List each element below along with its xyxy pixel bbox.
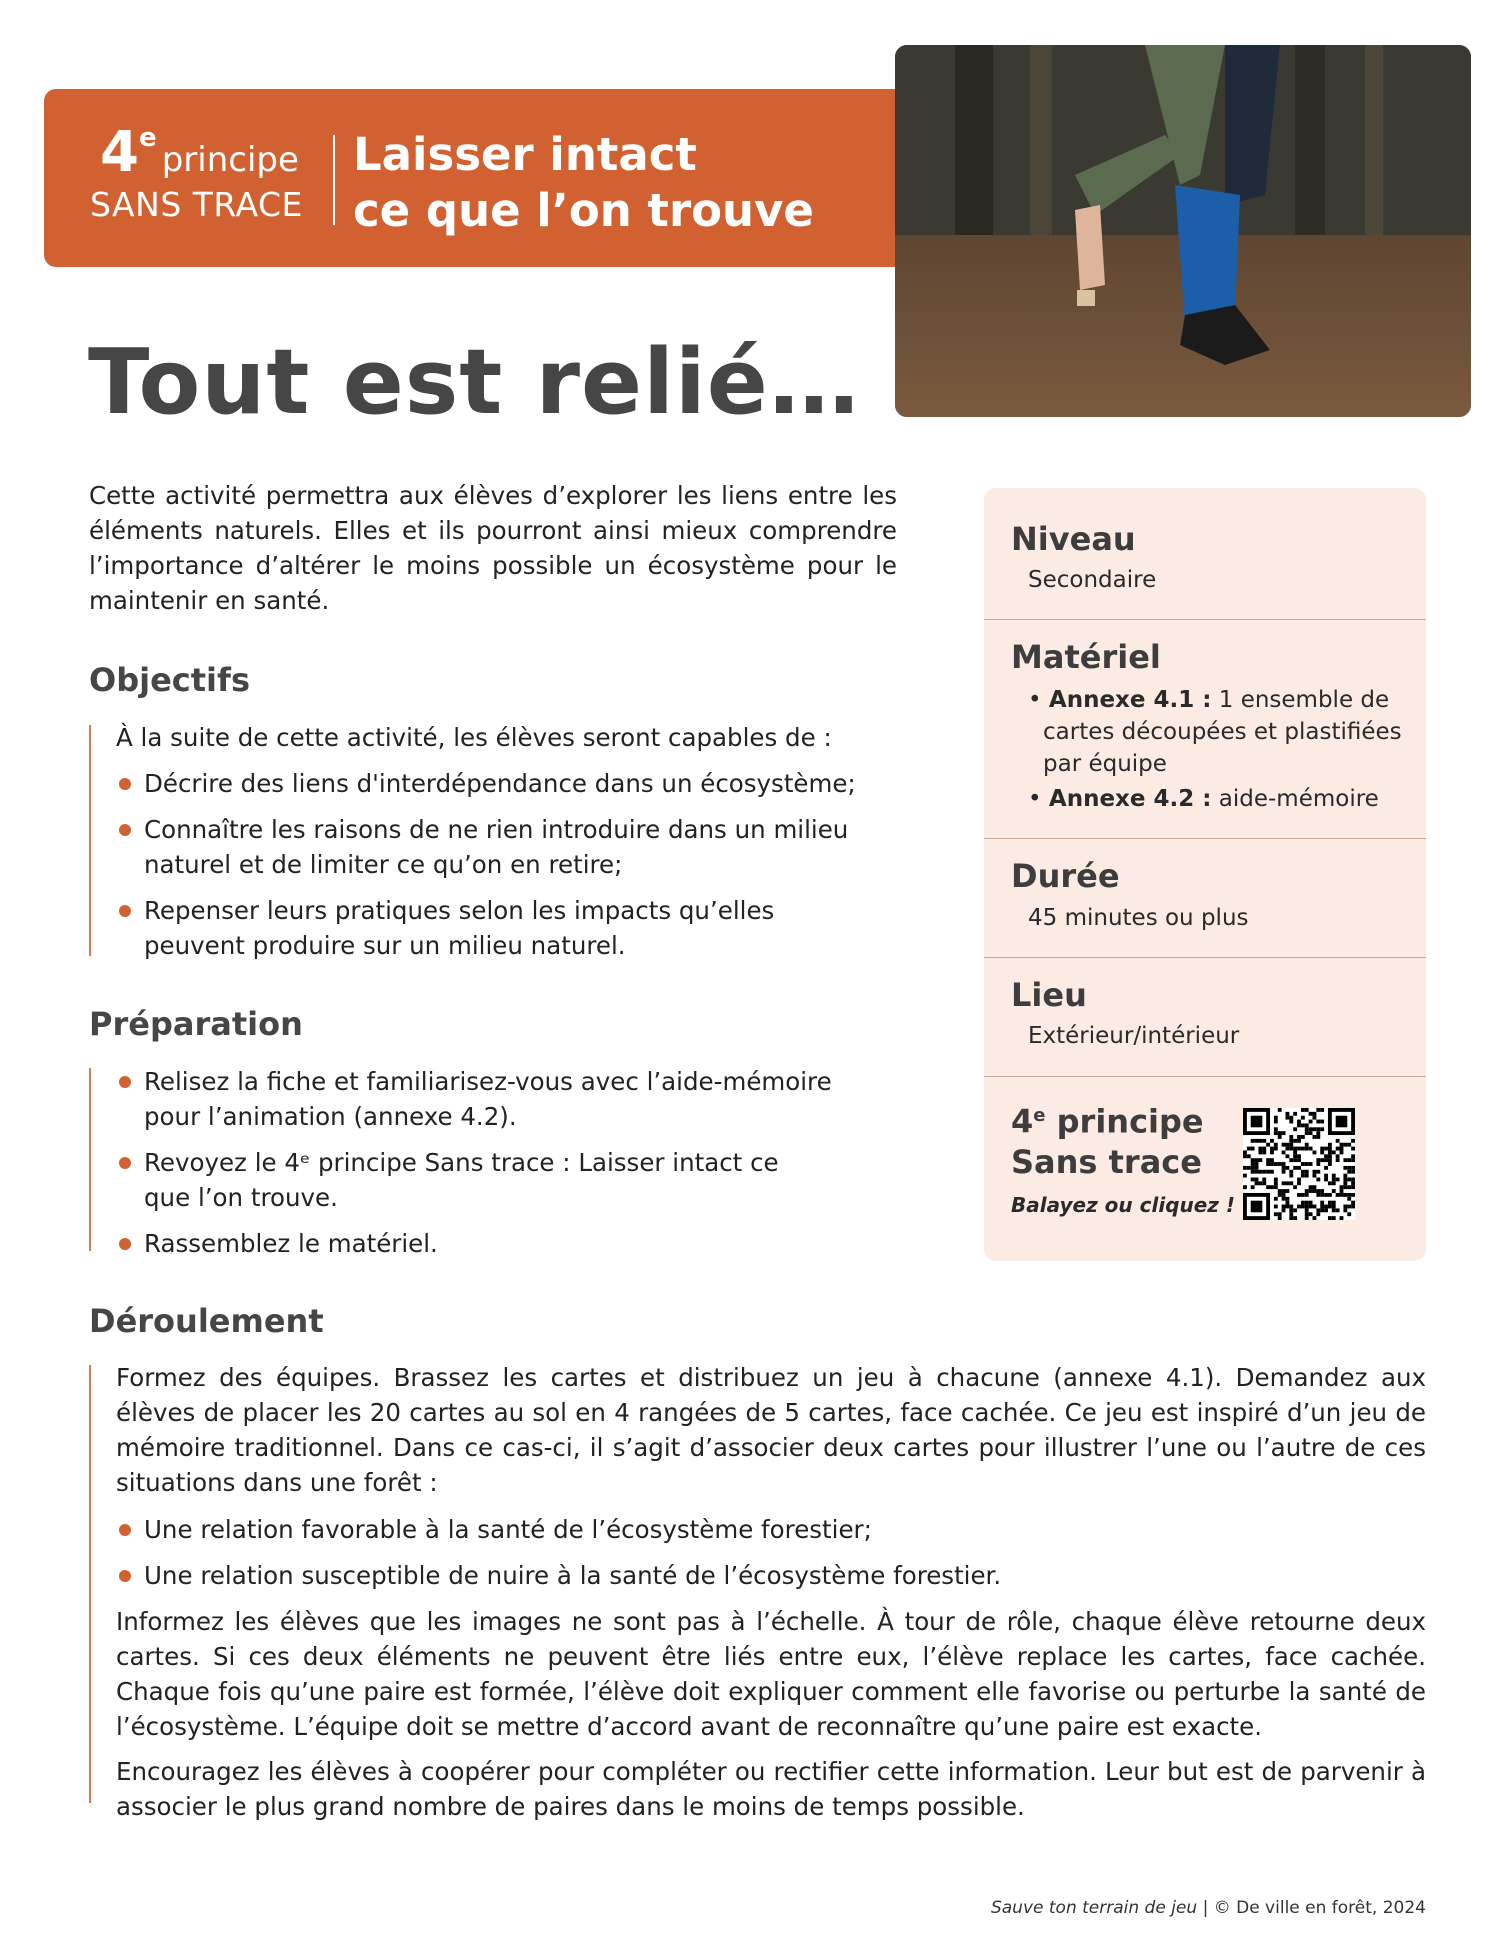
materiel-label: Matériel bbox=[1011, 638, 1161, 676]
materiel-item-line: • Annexe 4.2 : aide-mémoire bbox=[1028, 786, 1379, 812]
principle-banner bbox=[44, 89, 904, 267]
objectifs-item bbox=[144, 893, 844, 963]
materiel-item-text: aide-mémoire bbox=[1218, 786, 1379, 812]
page-title: Tout est relié… bbox=[88, 330, 860, 435]
principle-sub: SANS TRACE bbox=[90, 185, 303, 224]
duree-value: 45 minutes ou plus bbox=[1028, 905, 1249, 931]
principle-sup: e bbox=[138, 123, 157, 153]
bullet-dot bbox=[119, 1076, 131, 1088]
preparation-item bbox=[144, 1064, 854, 1134]
materiel-item-line: cartes découpées et plastifiées bbox=[1043, 719, 1402, 745]
page-footer bbox=[991, 1898, 1426, 1918]
preparation-item bbox=[144, 1226, 744, 1261]
materiel-item-ref: Annexe 4.1 : bbox=[1048, 687, 1212, 713]
principle-link-title[interactable] bbox=[1011, 1096, 1204, 1182]
panel-separator bbox=[984, 619, 1426, 620]
lieu-label: Lieu bbox=[1011, 976, 1087, 1014]
qr-code-graphic bbox=[1243, 1108, 1355, 1220]
qr-code-icon[interactable] bbox=[1243, 1108, 1355, 1220]
preparation-item-text: Revoyez le 4ᵉ principe Sans trace : Laisser intact ce que l’on trouve. bbox=[144, 1148, 779, 1212]
principle-number: 4 bbox=[100, 120, 139, 185]
bullet-dot bbox=[119, 1238, 131, 1250]
deroulement-item-text: Une relation favorable à la santé de l’écosystème forestier; bbox=[144, 1515, 872, 1544]
niveau-value: Secondaire bbox=[1028, 567, 1157, 593]
duree-label: Durée bbox=[1011, 857, 1120, 895]
deroulement-item bbox=[144, 1512, 1344, 1547]
principle-link-line1 bbox=[1011, 1096, 1204, 1142]
deroulement-paragraph-1: Formez des équipes. Brassez les cartes et distribuez un jeu à chacune (annexe 4.1). Demandez aux élèves de placer les 20 cartes au sol en 4 rangées de 5 cartes, face cachée. Ce jeu est inspiré d’un jeu de mémoire traditionnel. Dans ce cas-ci, il s’agit d’associer deux cartes pour illustrer l’une ou l’autre de ces situations dans une forêt : bbox=[116, 1363, 1426, 1497]
deroulement-rule bbox=[89, 1365, 91, 1803]
footer-separator: | bbox=[1202, 1898, 1209, 1918]
bullet-dot bbox=[119, 905, 131, 917]
objectifs-rule bbox=[89, 725, 91, 956]
hiker-photo-illustration bbox=[895, 45, 1471, 417]
principle-link-sup: e bbox=[1033, 1105, 1046, 1126]
objectifs-item-text: Connaître les raisons de ne rien introduire dans un milieu naturel et de limiter ce qu’on en retire; bbox=[144, 815, 849, 879]
materiel-item-ref: Annexe 4.2 : bbox=[1048, 786, 1212, 812]
preparation-rule bbox=[89, 1068, 91, 1251]
preparation-item-text: Rassemblez le matériel. bbox=[144, 1229, 438, 1258]
lieu-value: Extérieur/intérieur bbox=[1028, 1023, 1240, 1049]
bullet-dot bbox=[119, 1524, 131, 1536]
banner-title bbox=[353, 127, 883, 239]
materiel-item bbox=[1028, 684, 1402, 780]
objectifs-item bbox=[144, 766, 864, 801]
banner-divider bbox=[333, 135, 335, 225]
footer-source: Sauve ton terrain de jeu bbox=[990, 1898, 1198, 1918]
materiel-item bbox=[1028, 783, 1379, 815]
principle-word: principe bbox=[161, 140, 299, 180]
panel-separator bbox=[984, 1076, 1426, 1077]
preparation-heading: Préparation bbox=[89, 1005, 303, 1043]
bullet-dot bbox=[119, 824, 131, 836]
principle-link-line2: Sans trace bbox=[1011, 1142, 1202, 1181]
objectifs-item-text: Repenser leurs pratiques selon les impacts qu’elles peuvent produire sur un milieu naturel. bbox=[144, 896, 775, 960]
footer-copyright: © De ville en forêt, 2024 bbox=[1213, 1898, 1426, 1918]
niveau-label: Niveau bbox=[1011, 520, 1136, 558]
principle-link-num: 4 bbox=[1011, 1102, 1034, 1141]
objectifs-item bbox=[144, 812, 874, 882]
objectifs-lead: À la suite de cette activité, les élèves seront capables de : bbox=[116, 723, 832, 752]
bullet-dot bbox=[119, 1570, 131, 1582]
principle-link-word: principe bbox=[1056, 1102, 1204, 1141]
preparation-item-text: Relisez la fiche et familiarisez-vous avec l’aide-mémoire pour l’animation (annexe 4.2). bbox=[144, 1067, 832, 1131]
deroulement-heading: Déroulement bbox=[89, 1302, 324, 1340]
scan-instruction: Balayez ou cliquez ! bbox=[1011, 1193, 1236, 1217]
hiker-photo bbox=[895, 45, 1471, 417]
materiel-item-line: par équipe bbox=[1043, 751, 1167, 777]
preparation-item bbox=[144, 1145, 784, 1215]
deroulement-paragraph-2: Informez les élèves que les images ne sont pas à l’échelle. À tour de rôle, chaque élève retourne deux cartes. Si ces deux éléments ne peuvent être liés entre eux, l’élève replace les cartes, face cachée. Chaque fois qu’une paire est formée, l’élève doit expliquer comment elle favorise ou perturbe la santé de l’écosystème. L’équipe doit se mettre d’accord avant de reconnaître qu’une paire est exacte. bbox=[116, 1607, 1426, 1741]
objectifs-heading: Objectifs bbox=[89, 661, 250, 699]
panel-separator bbox=[984, 838, 1426, 839]
deroulement-item-text: Une relation susceptible de nuire à la santé de l’écosystème forestier. bbox=[144, 1561, 1002, 1590]
materiel-item-line: • Annexe 4.1 : 1 ensemble de bbox=[1028, 687, 1390, 713]
intro-paragraph: Cette activité permettra aux élèves d’explorer les liens entre les éléments naturels. Elles et ils pourront ainsi mieux comprendre l’importance d’altérer le moins possible un écosystème pour le maintenir en santé. bbox=[89, 481, 897, 615]
bullet-dot bbox=[119, 778, 131, 790]
banner-title-line1: Laisser intact bbox=[353, 128, 697, 181]
deroulement-paragraph-3: Encouragez les élèves à coopérer pour compléter ou rectifier cette information. Leur but est de parvenir à associer le plus grand nombre de paires dans le moins de temps possible. bbox=[116, 1757, 1426, 1821]
banner-title-line2: ce que l’on trouve bbox=[353, 184, 814, 237]
principle-number-block bbox=[90, 120, 330, 224]
activity-info-panel bbox=[984, 488, 1426, 1261]
objectifs-item-text: Décrire des liens d'interdépendance dans un écosystème; bbox=[144, 769, 856, 798]
bullet-dot bbox=[119, 1157, 131, 1169]
panel-separator bbox=[984, 957, 1426, 958]
deroulement-item bbox=[144, 1558, 1344, 1593]
materiel-item-text: 1 ensemble de bbox=[1218, 687, 1390, 713]
